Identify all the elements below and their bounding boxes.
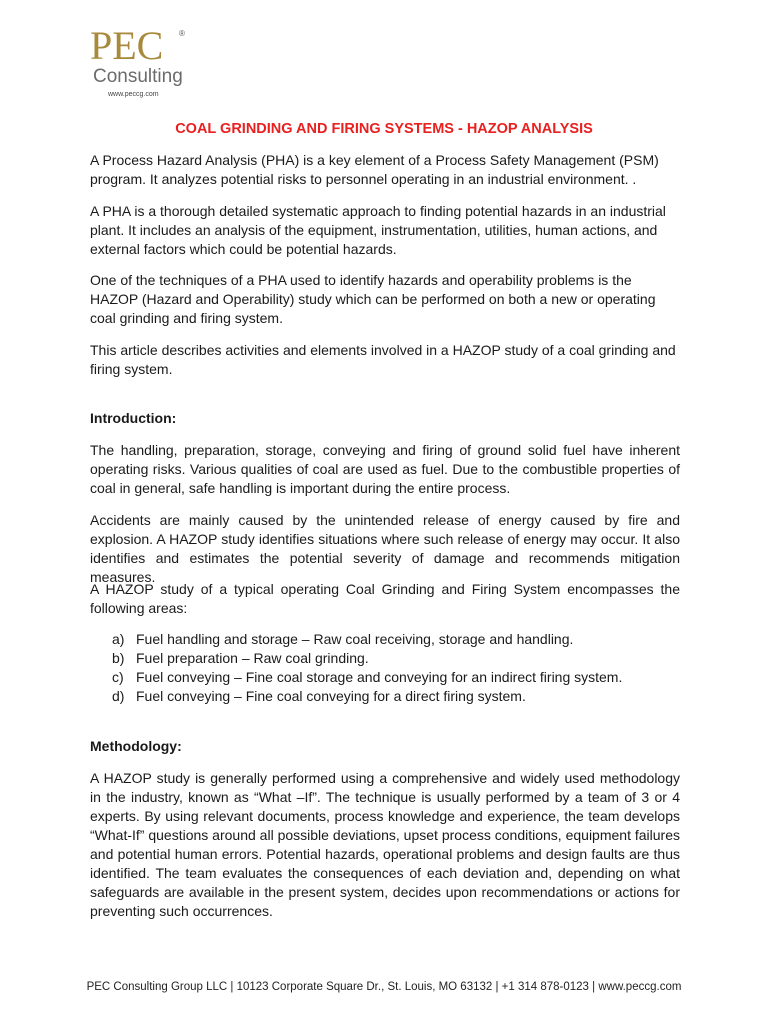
- logo-subtitle: Consulting: [93, 66, 183, 87]
- logo-registered-mark: ®: [179, 29, 185, 38]
- list-marker: c): [112, 669, 124, 685]
- introduction-paragraph-1: [90, 441, 680, 498]
- introduction-paragraph-3: [90, 580, 680, 618]
- paragraph-text: A PHA is a thorough detailed systematic approach to finding potential hazards in an industrial plant. It includes an analysis of the equipment, instrumentation, utilities, human actions, and external factors which could be potential hazards.: [90, 203, 666, 257]
- list-item: [112, 649, 672, 668]
- methodology-paragraph: [90, 769, 680, 921]
- paragraph-3: [90, 271, 680, 328]
- list-item: [112, 630, 672, 649]
- list-item-text: Fuel handling and storage – Raw coal receiving, storage and handling.: [136, 631, 574, 647]
- document-title: COAL GRINDING AND FIRING SYSTEMS - HAZOP ANALYSIS: [175, 121, 593, 137]
- list-item: [112, 668, 672, 687]
- list-item: [112, 687, 672, 706]
- paragraph-2: [90, 202, 680, 259]
- introduction-heading: Introduction:: [90, 410, 177, 426]
- paragraph-text: Accidents are mainly caused by the unintended release of energy caused by fire and explosion. A HAZOP study identifies situations where such release of energy may occur. It also identifies and estimates the potential severity of damage and recommends mitigation measures.: [90, 512, 680, 585]
- paragraph-4: [90, 341, 680, 379]
- paragraph-text: This article describes activities and elements involved in a HAZOP study of a coal grinding and firing system.: [90, 342, 676, 377]
- logo-brand: PEC: [90, 23, 164, 68]
- page-footer: PEC Consulting Group LLC | 10123 Corporate Square Dr., St. Louis, MO 63132 | +1 314 878-0123 | www.peccg.com: [86, 981, 682, 993]
- list-item-text: Fuel conveying – Fine coal storage and conveying for an indirect firing system.: [136, 669, 623, 685]
- list-item-text: Fuel preparation – Raw coal grinding.: [136, 650, 369, 666]
- introduction-paragraph-2: [90, 511, 680, 587]
- list-marker: d): [112, 688, 125, 704]
- list-item-text: Fuel conveying – Fine coal conveying for a direct firing system.: [136, 688, 526, 704]
- methodology-heading: Methodology:: [90, 738, 182, 754]
- list-marker: b): [112, 650, 125, 666]
- paragraph-text: A Process Hazard Analysis (PHA) is a key element of a Process Safety Management (PSM) program. It analyzes potential risks to personnel operating in an industrial environment. .: [90, 152, 659, 187]
- paragraph-1: [90, 151, 680, 189]
- list-marker: a): [112, 631, 125, 647]
- paragraph-text: The handling, preparation, storage, conveying and firing of ground solid fuel have inherent operating risks. Various qualities of coal are used as fuel. Due to the combustible properties of coal in general, safe handling is important during the entire process.: [90, 442, 680, 496]
- logo-url: www.peccg.com: [108, 91, 159, 98]
- company-logo: [90, 23, 200, 104]
- paragraph-text: A HAZOP study of a typical operating Coal Grinding and Firing System encompasses the following areas:: [90, 581, 680, 616]
- areas-list: [112, 630, 672, 706]
- paragraph-text: A HAZOP study is generally performed using a comprehensive and widely used methodology in the industry, known as “What –If”. The technique is usually performed by a team of 3 or 4 experts. By using relevant documents, process knowledge and experience, the team develops “What-If” questions around all possible deviations, upset process conditions, equipment failures and potential human errors. Potential hazards, operational problems and design faults are thus identified. The team evaluates the consequences of each deviation and, depending on what safeguards are available in the present system, decides upon recommendations or actions for preventing such occurrences.: [90, 770, 680, 919]
- paragraph-text: One of the techniques of a PHA used to identify hazards and operability problems is the HAZOP (Hazard and Operability) study which can be performed on both a new or operating coal grinding and firing system.: [90, 272, 656, 326]
